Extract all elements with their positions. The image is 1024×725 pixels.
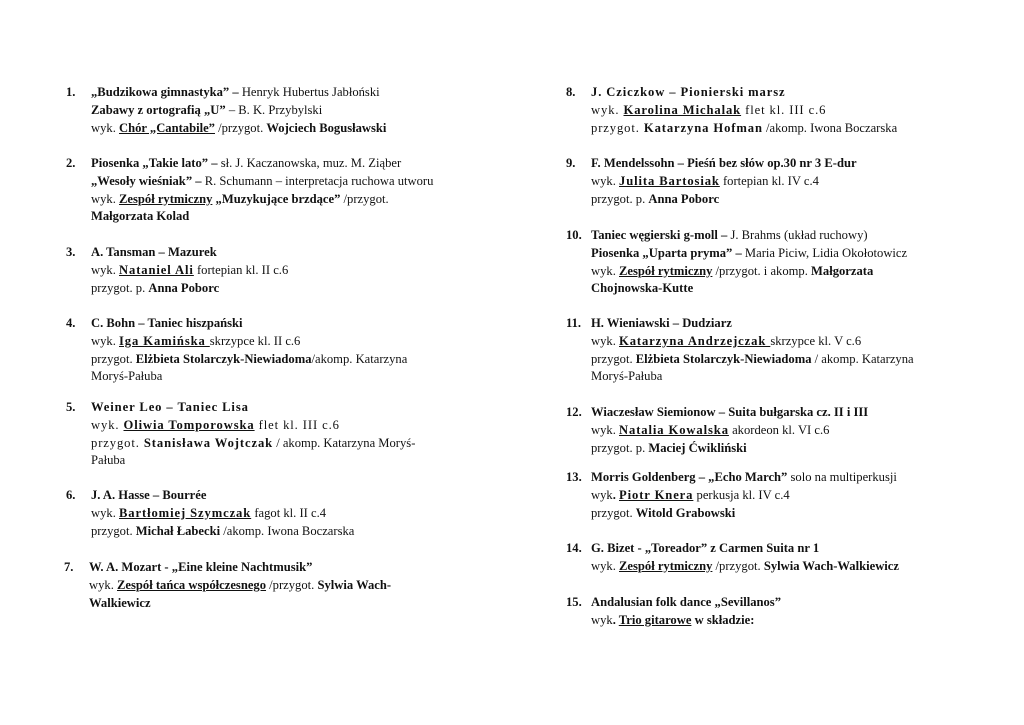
item-number: 6. [66,488,76,502]
text-segment: Maria Piciw, Lidia Okołotowicz [741,245,908,260]
text-segment: Iga Kamińska [119,333,210,348]
program-item-8 [566,84,897,137]
item-line [566,487,897,505]
program-item-5 [66,399,415,470]
text-segment: fortepian kl. IV c.4 [719,173,819,188]
program-item-15 [566,594,781,630]
text-segment: Zespół rytmiczny [119,191,213,206]
text-segment: Weiner Leo – Taniec Lisa [91,400,249,414]
text-segment: wyk [591,487,613,502]
text-segment: wyk. [91,505,119,520]
item-line [66,315,407,333]
text-segment: wyk. [591,333,619,348]
text-segment: Natalia Kowalska [619,422,729,437]
program-item-11 [566,315,914,386]
item-line [64,559,391,577]
item-line [66,120,386,138]
text-segment: przygot. [591,505,636,520]
program-item-7 [64,559,391,612]
item-line [66,155,433,173]
item-line [566,505,897,523]
program-item-3 [66,244,288,297]
text-segment: . [612,487,619,502]
text-segment: Wiaczesław Siemionow – Suita bułgarska cz. II i III [591,405,869,419]
text-segment: /akomp. Katarzyna [311,351,408,366]
text-segment: Piosenka „Takie lato” – [91,156,218,170]
text-segment: wyk. [91,191,119,206]
item-line [566,173,857,191]
item-line [566,84,897,102]
item-line [566,227,907,245]
item-line [66,262,288,280]
text-segment: wyk. [91,417,124,432]
item-number: 13. [566,470,582,484]
text-segment: Witold Grabowski [635,505,736,520]
text-segment: „Muzykujące brzdące” [212,191,341,206]
text-segment: wyk. [591,102,624,117]
text-segment: flet kl. III c.6 [741,102,827,117]
text-segment: Sylwia Wach-Walkiewicz [763,558,899,573]
text-segment: akordeon kl. VI c.6 [728,422,830,437]
item-line [566,558,899,576]
item-number: 9. [566,156,576,170]
item-line [566,440,868,458]
item-line [66,452,415,470]
text-segment: Andalusian folk dance „Sevillanos” [591,595,782,609]
program-item-12 [566,404,868,457]
text-segment: Zespół rytmiczny [619,263,713,278]
text-segment: przygot. [591,351,636,366]
program-item-2 [66,155,433,226]
text-segment: w składzie: [691,612,755,627]
text-segment: Moryś-Pałuba [591,369,663,384]
text-segment: wyk. [591,263,619,278]
text-segment: wyk [591,612,613,627]
item-line [566,245,907,263]
text-segment: Wojciech Bogusławski [266,120,387,135]
text-segment: /przygot. [266,577,318,592]
item-line [566,540,899,558]
text-segment: /przygot. [214,120,267,135]
text-segment: Julita Bartosiak [619,173,720,188]
item-line [566,594,781,612]
item-number: 10. [566,228,582,242]
text-segment: /przygot. [340,191,389,206]
text-segment: Elżbieta Stolarczyk-Niewiadoma [635,351,812,366]
program-item-13 [566,469,897,522]
text-segment: wyk. [91,120,119,135]
item-number: 3. [66,245,76,259]
text-segment: wyk. [91,262,119,277]
text-segment: przygot. [91,351,136,366]
text-segment: skrzypce kl. V c.6 [770,333,862,348]
item-line [566,333,914,351]
text-segment: Moryś-Pałuba [91,369,163,384]
text-segment: Zespół rytmiczny [619,558,713,573]
text-segment: Oliwia Tomporowska [123,417,255,432]
item-number: 4. [66,316,76,330]
text-segment: Katarzyna Hofman [643,120,763,135]
item-line [66,523,354,541]
text-segment: Małgorzata Kolad [91,209,190,224]
text-segment: wyk. [91,333,119,348]
text-segment: /przygot. i akomp. [712,263,812,278]
text-segment: G. Bizet - „Toreador” z Carmen Suita nr 1 [591,541,820,555]
text-segment: przygot. [591,120,644,135]
text-segment: Walkiewicz [89,595,151,610]
item-line [66,333,407,351]
item-line [566,404,868,422]
program-item-4 [66,315,407,386]
text-segment: Bartłomiej Szymczak [119,505,252,520]
text-segment: Morris Goldenberg – „Echo March” [591,470,788,484]
item-line [566,612,781,630]
item-line [566,351,914,369]
text-segment: /przygot. [712,558,764,573]
text-segment: Trio gitarowe [618,612,692,627]
item-number: 15. [566,595,582,609]
text-segment: Małgorzata [811,263,874,278]
item-line [66,435,415,453]
text-segment: J. A. Hasse – Bourrée [91,488,207,502]
text-segment: Chojnowska-Kutte [591,281,694,296]
text-segment: /akomp. Iwona Boczarska [762,120,898,135]
item-number: 1. [66,85,76,99]
text-segment: Elżbieta Stolarczyk-Niewiadoma [135,351,312,366]
item-line [566,315,914,333]
program-item-1 [66,84,386,137]
text-segment: Maciej Ćwikliński [648,440,747,455]
text-segment: Katarzyna Andrzejczak [619,333,771,348]
text-segment: W. A. Mozart - „Eine kleine Nachtmusik” [89,560,313,574]
item-number: 11. [566,316,582,330]
text-segment: flet kl. III c.6 [254,417,340,432]
item-line [66,191,433,209]
text-segment: J. Cziczkow – Pionierski marsz [591,85,786,99]
text-segment: / akomp. Katarzyna Moryś- [273,435,416,450]
item-line [66,280,288,298]
text-segment: Karolina Michalak [623,102,742,117]
item-line [566,102,897,120]
program-item-6 [66,487,354,540]
item-line [66,84,386,102]
item-line [66,417,415,435]
text-segment: perkusja kl. IV c.4 [693,487,790,502]
item-line [566,263,907,281]
program-item-9 [566,155,857,208]
item-number: 5. [66,400,76,414]
text-segment: sł. J. Kaczanowska, muz. M. Ziąber [217,156,402,170]
text-segment: przygot. [91,523,136,538]
item-line [64,577,391,595]
text-segment: Anna Poborc [148,280,220,295]
text-segment: Chór „Cantabile” [119,120,215,135]
text-segment: Zabawy z ortografią „U” [91,102,226,117]
text-segment: F. Mendelssohn – Pieśń bez słów op.30 nr 3 E-dur [591,156,857,170]
item-line [566,469,897,487]
text-segment: Taniec węgierski g-moll – [591,228,728,242]
text-segment: Piosenka „Uparta pryma” – [591,245,742,260]
item-line [66,368,407,386]
item-line [66,208,433,226]
text-segment: wyk. [89,577,117,592]
item-line [64,595,391,613]
text-segment: Sylwia Wach- [317,577,392,592]
text-segment: H. Wieniawski – Dudziarz [591,316,732,330]
text-segment: Pałuba [91,453,126,468]
text-segment: przygot. [91,435,144,450]
text-segment: – B. K. Przybylski [225,102,323,117]
text-segment: „Wesoły wieśniak” – [91,173,202,188]
item-number: 12. [566,405,582,419]
item-line [66,173,433,191]
item-line [566,155,857,173]
program-item-10 [566,227,907,298]
text-segment: J. Brahms (układ ruchowy) [727,228,868,242]
text-segment: Zespół tańca współczesnego [117,577,267,592]
item-number: 2. [66,156,76,170]
item-line [566,422,868,440]
item-number: 7. [64,560,74,574]
item-line [566,120,897,138]
text-segment: A. Tansman – Mazurek [91,245,217,259]
text-segment: wyk. [591,558,619,573]
text-segment: . [612,612,619,627]
text-segment: Nataniel Ali [119,262,194,277]
text-segment: /akomp. Iwona Boczarska [220,523,355,538]
text-segment: Michał Łabecki [135,523,221,538]
text-segment: wyk. [591,422,619,437]
item-line [66,244,288,262]
program-item-14 [566,540,899,576]
item-line [66,505,354,523]
text-segment: solo na multiperkusji [787,470,897,484]
item-line [566,368,914,386]
text-segment: Stanisława Wojtczak [143,435,274,450]
item-line [66,102,386,120]
text-segment: / akomp. Katarzyna [811,351,914,366]
text-segment: fagot kl. II c.4 [251,505,327,520]
text-segment: przygot. p. [591,440,649,455]
text-segment: fortepian kl. II c.6 [193,262,289,277]
item-line [66,487,354,505]
text-segment: przygot. p. [591,191,649,206]
text-segment: Anna Poborc [648,191,720,206]
item-line [566,280,907,298]
item-number: 8. [566,85,576,99]
text-segment: R. Schumann – interpretacja ruchowa utworu [201,173,434,188]
item-line [566,191,857,209]
text-segment: C. Bohn – Taniec hiszpański [91,316,243,330]
text-segment: skrzypce kl. II c.6 [209,333,301,348]
text-segment: wyk. [591,173,619,188]
text-segment: przygot. p. [91,280,149,295]
item-number: 14. [566,541,582,555]
text-segment: „Budzikowa gimnastyka” – [91,85,239,99]
item-line [66,399,415,417]
text-segment: Henryk Hubertus Jabłoński [238,85,380,99]
text-segment: Piotr Knera [619,487,694,502]
item-line [66,351,407,369]
